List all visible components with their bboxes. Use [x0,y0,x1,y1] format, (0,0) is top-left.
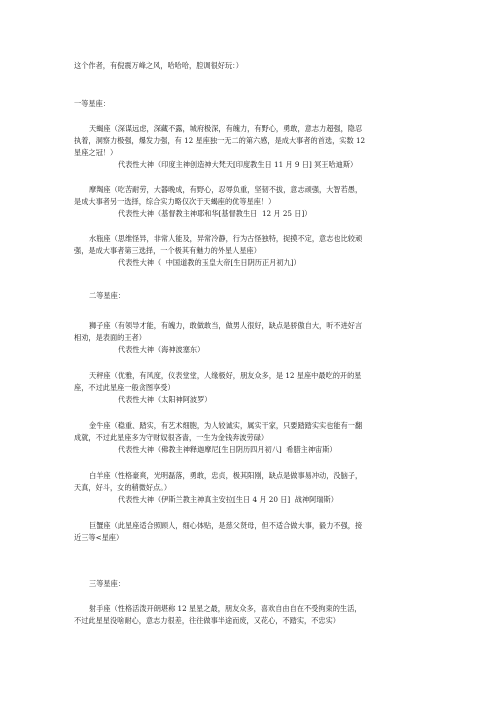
scorpio-desc-line3: 星座之冠！） [74,148,118,157]
sagittarius-desc-line2: 不过此星星没啥耐心，意志力很差，往往做事半途而废，又花心，不踏实，不忠实） [74,616,340,625]
tier3-heading: 三等星座： [89,579,125,588]
aquarius-desc-line2: 强，是成大事者第三选择，一个极其有魅力的外星人星座） [74,246,261,255]
libra-rep: 代表性大神（太阳神阿波罗） [118,395,212,404]
sagittarius-desc-line1: 射手座（性格活泼开朗堪称 12 星星之最，朋友众多，喜欢自由自在不受拘束的生活， [89,604,362,613]
cancer-desc-line2: 近三等<星座） [74,533,124,542]
capricorn-rep: 代表性大神（基督教主神耶和华[基督教生日 12 月 25 日]） [118,209,312,218]
leo-rep: 代表性大神（海神波塞东） [118,345,205,354]
cancer-desc-line1: 巨蟹座（此星座适合照顾人，细心体贴，是慈父贤母，但不适合做大事，毅力不强，接 [89,521,363,530]
tier1-heading: 一等星座： [74,99,110,108]
leo-desc-line2: 相劝，是表面的王者） [74,333,146,342]
leo-desc-line1: 狮子座（有领导才能，有魄力，敢做敢当，做男人很好，缺点是骄傲自大，听不进好言 [89,321,363,330]
aries-rep: 代表性大神（伊斯兰教主神真主安拉[生日 4 月 20 日] 战神阿瑞斯） [118,495,338,504]
libra-desc-line1: 天秤座（优雅，有风度，仪表堂堂，人缘极好，朋友众多，是 12 星座中最吃的开的星 [89,371,362,380]
scorpio-desc-line1: 天蝎座（深谋远虑，深藏不露，城府极深，有魄力，有野心，勇敢，意志力超强，隐忍 [89,124,363,133]
aries-desc-line1: 白羊座（性格豪爽，光明磊落，勇敢，忠贞，极其阳刚，缺点是做事易冲动，没脑子， [89,471,363,480]
taurus-desc-line1: 金牛座（稳重、踏实，有艺术细胞，为人较诚实，属实干家，只要踏踏实实也能有一翻 [89,421,363,430]
aquarius-desc-line1: 水瓶座（思维怪异，非常人能及，异常冷静，行为古怪独特，捉摸不定，意志也比较顽 [89,234,363,243]
capricorn-desc-line1: 摩羯座（吃苦耐劳，大器晚成，有野心，忍辱负重，坚韧不拔，意志顽强，大智若愚， [89,185,363,194]
taurus-rep: 代表性大神（佛教主神释迦摩尼[生日阴历四月初八] 希腊主神宙斯） [118,445,337,454]
scorpio-desc-line2: 执着，洞察力极强，爆发力强，有 12 星座独一无二的第六感，是成大事者的首选，实数 12 [74,136,366,145]
scorpio-rep: 代表性大神（印度主神创造神大梵天[印度教生日 11 月 9 日] 冥王哈迪斯） [118,160,358,169]
aries-desc-line2: 天真，好斗，女的稍微好点。） [74,483,172,492]
taurus-desc-line2: 成就，不过此星座多为守财奴很吝啬，一生为金钱奔波劳碌） [74,433,269,442]
tier2-heading: 二等星座： [89,291,125,300]
capricorn-desc-line2: 是成大事者另一选择，综合实力略仅次于天蝎座的优等星座！） [74,197,276,206]
intro-text: 这个作者，有倪震万峰之风，哈哈哈，腔调很好玩：） [74,61,243,70]
libra-desc-line2: 座，不过此星座一般贪图享受） [74,383,175,392]
aquarius-rep: 代表性大神（ 中国道教的玉皇大帝[生日阴历正月初九]） [118,258,301,267]
